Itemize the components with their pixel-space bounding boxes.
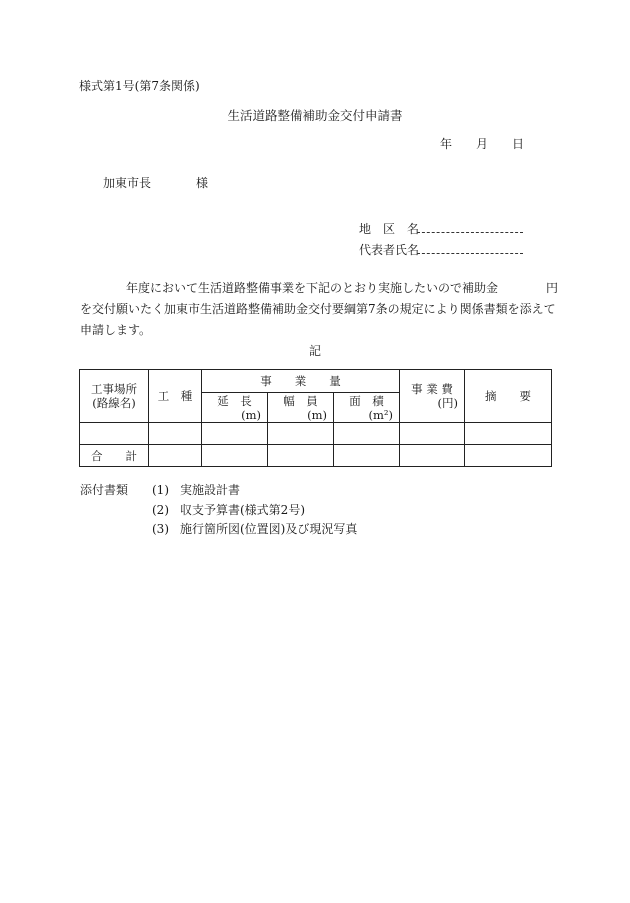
- cell-length[interactable]: [202, 423, 268, 445]
- attachment-label: 実施設計書: [180, 483, 241, 497]
- attachments-heading: 添付書類: [80, 483, 129, 497]
- district-name-field[interactable]: [417, 221, 523, 233]
- total-length[interactable]: [202, 445, 268, 467]
- header-width-label: 幅 員: [283, 393, 318, 408]
- representative-row: [359, 242, 523, 258]
- total-label: 合 計: [80, 445, 149, 467]
- header-location: 工事場所 (路線名): [80, 370, 149, 423]
- attachment-label: 収支予算書(様式第2号): [180, 502, 305, 517]
- total-area[interactable]: [334, 445, 400, 467]
- representative-field[interactable]: [417, 242, 523, 254]
- total-width[interactable]: [268, 445, 334, 467]
- district-name-label: 地 区 名: [359, 222, 420, 236]
- header-length: [202, 393, 268, 423]
- representative-label: 代表者氏名: [359, 243, 420, 257]
- header-length-unit: (m): [241, 407, 261, 422]
- date-month: 月: [476, 137, 489, 151]
- document-title: 生活道路整備補助金交付申請書: [227, 108, 403, 123]
- header-cost-unit: (円): [437, 396, 458, 410]
- district-name-row: [359, 221, 523, 237]
- header-width-unit: (m): [307, 407, 327, 422]
- total-cost[interactable]: [400, 445, 465, 467]
- header-length-label: 延 長: [217, 393, 252, 408]
- attachments-section: [80, 481, 357, 540]
- header-cost: [400, 370, 465, 423]
- application-body-text: 年度において生活道路整備事業を下記のとおり実施したいので補助金 円を交付願いたく加東市生活道路整備補助金交付要綱第7条の規定により関係書類を添えて申請します。: [80, 281, 559, 337]
- total-work-type[interactable]: [149, 445, 202, 467]
- date-day: 日: [512, 137, 525, 151]
- project-table: [79, 369, 552, 467]
- attachment-number: (2): [152, 502, 169, 517]
- date-year: 年: [440, 137, 453, 151]
- addressee-honorific: 様: [196, 176, 209, 190]
- form-number: 様式第1号(第7条関係): [79, 79, 200, 93]
- total-remarks[interactable]: [465, 445, 552, 467]
- header-cost-label: 事 業 費: [411, 382, 453, 396]
- cell-remarks[interactable]: [465, 423, 552, 445]
- attachment-number: (3): [152, 522, 169, 536]
- date-line: [440, 136, 524, 152]
- header-quantity: 事 業 量: [202, 370, 400, 393]
- header-area-unit: (m²): [368, 407, 393, 422]
- table-total-row: [80, 445, 552, 467]
- header-area: [334, 393, 400, 423]
- attachment-item: [80, 501, 357, 521]
- cell-work-type[interactable]: [149, 423, 202, 445]
- header-work-type: 工 種: [149, 370, 202, 423]
- attachment-number: (1): [152, 483, 169, 497]
- attachment-item: [80, 481, 357, 501]
- table-row: [80, 423, 552, 445]
- addressee-name: 加東市長: [103, 176, 152, 190]
- cell-cost[interactable]: [400, 423, 465, 445]
- cell-area[interactable]: [334, 423, 400, 445]
- header-width: [268, 393, 334, 423]
- cell-location[interactable]: [80, 423, 149, 445]
- attachment-label: 施行箇所図(位置図)及び現況写真: [180, 522, 358, 536]
- ki-heading: 記: [308, 344, 321, 358]
- table-header-row: [80, 370, 552, 393]
- header-area-label: 面 積: [349, 393, 384, 408]
- attachment-item: [80, 520, 357, 540]
- cell-width[interactable]: [268, 423, 334, 445]
- header-remarks: 摘 要: [465, 370, 552, 423]
